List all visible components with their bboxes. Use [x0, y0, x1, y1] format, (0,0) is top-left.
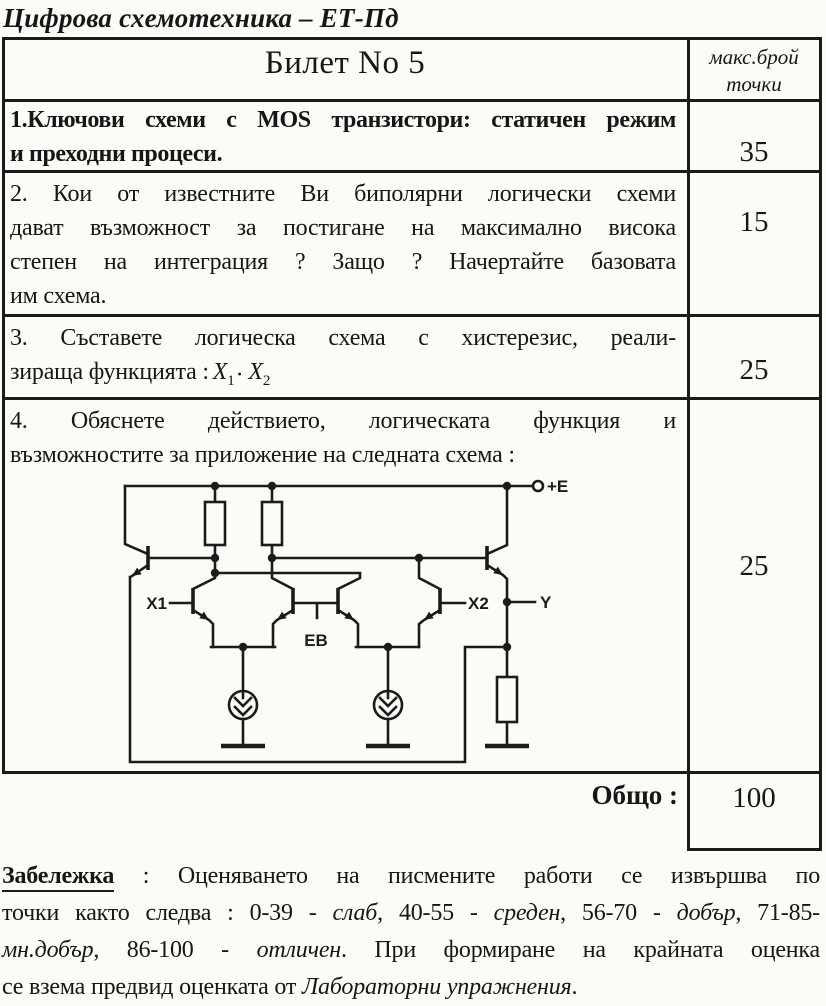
node-dot [211, 554, 219, 562]
note-text: се взема предвид оценката от [2, 974, 302, 1000]
question-4 [10, 404, 676, 472]
output-label: Y [540, 593, 552, 612]
question-1-line2: и преходни процеси. [10, 141, 223, 167]
note-line4 [2, 969, 820, 1006]
load-resistor-2 [262, 502, 282, 545]
table-border-left [2, 37, 5, 773]
math-var1: X [212, 359, 228, 385]
question-2 [10, 177, 676, 313]
question-1-points: 35 [739, 136, 769, 168]
node-dot [503, 598, 511, 606]
question-1 [10, 103, 676, 171]
points-header-line2: точки [726, 72, 782, 96]
note-line1-text: Оценяването на писмените работи се извършва по [177, 863, 820, 889]
note-line1 [2, 858, 820, 895]
question-2-line3: степен на интеграция ? Защо ? Начертайте базовата [10, 249, 676, 275]
node-dot [211, 569, 219, 577]
math-dot: · [235, 362, 244, 388]
note-text: . При формиране на крайната оценка [340, 937, 820, 963]
ecl-circuit-diagram [88, 466, 688, 768]
note-text: точки както следва : 0-39 - [2, 900, 333, 926]
supply-label: +E [547, 477, 569, 496]
points-header-line1: макс.брой [709, 45, 799, 69]
note-text: , 86-100 - [93, 937, 257, 963]
note-text: , 40-55 - [377, 900, 494, 926]
math-var2: X [248, 359, 263, 385]
formula-x1-x2 [209, 359, 271, 389]
table-border-top [2, 37, 820, 40]
note-text: , 56-70 - [560, 900, 677, 926]
total-points: 100 [732, 782, 776, 814]
lab-exercises-term: Лабораторни упражнения [302, 974, 572, 1000]
node-dot [211, 482, 219, 490]
note-label: Забележка [2, 863, 114, 892]
table-line-row4 [2, 771, 820, 774]
note-line2 [2, 895, 820, 932]
table-line-row2 [2, 314, 820, 317]
supply-terminal-icon [533, 481, 543, 491]
left-ef-collector-wire [125, 486, 148, 554]
question-2-line4: им схема. [10, 283, 107, 309]
math-sub1: 1 [227, 372, 235, 389]
note-text: . [571, 974, 578, 1000]
node-dot [415, 554, 423, 562]
input2-label: X2 [468, 594, 489, 613]
question-1-line1: 1.Ключови схеми с MOS транзистори: статичен режим [10, 107, 676, 133]
node-dot [384, 643, 392, 651]
grading-note [2, 858, 820, 1006]
eb-base-join-wire [293, 603, 338, 618]
input1-label: X1 [146, 594, 167, 613]
question-3-line2 [10, 355, 676, 398]
node-dot [268, 554, 276, 562]
node-dot [503, 643, 511, 651]
x2-collector-wire [419, 558, 440, 589]
grade-term: отличен [256, 937, 341, 963]
load-resistor-1 [205, 502, 225, 545]
question-3-line1: 3. Съставете логическа схема с хистерезис, реали- [10, 325, 676, 351]
question-4-line2: възможностите за приложение на следната схема : [10, 442, 515, 468]
ref-label: EB [304, 631, 328, 650]
note-line3 [2, 932, 820, 969]
node-dot [503, 482, 511, 490]
ticket-title: Билет No 5 [264, 45, 426, 81]
grade-term: среден [493, 900, 561, 926]
note-text: , 71-85- [735, 900, 820, 926]
question-4-line1: 4. Обяснете действието, логическата функция и [10, 408, 676, 434]
points-column-header [688, 44, 820, 98]
course-title: Цифрова схемотехника – ЕТ-Пд [3, 3, 409, 40]
question-2-line2: дават възможност за постигане на максимално висока [10, 215, 676, 241]
question-2-line1: 2. Кои от известните Ви биполярни логически схеми [10, 181, 676, 207]
right-ef-collector-wire [487, 486, 507, 554]
current-sources [229, 691, 402, 719]
question-2-points: 15 [739, 206, 769, 238]
question-3-line2-text: зираща функцията : [10, 359, 209, 385]
question-4-points: 25 [739, 550, 769, 582]
total-label: Общо : [591, 780, 678, 810]
grade-term: слаб [332, 900, 378, 926]
wires [125, 486, 535, 762]
node-dot [268, 482, 276, 490]
grade-term: добър [676, 900, 736, 926]
question-3-points: 25 [739, 354, 769, 386]
points-box-bottom [687, 848, 822, 851]
node-dot [239, 643, 247, 651]
output-resistor [497, 677, 517, 722]
connection-dots [211, 482, 511, 651]
grade-term: мн.добър [2, 937, 94, 963]
note-sep: : [114, 863, 178, 889]
feedback-wire [130, 577, 507, 762]
math-sub2: 2 [262, 372, 271, 389]
question-3 [10, 321, 676, 398]
table-line-header [2, 99, 820, 102]
